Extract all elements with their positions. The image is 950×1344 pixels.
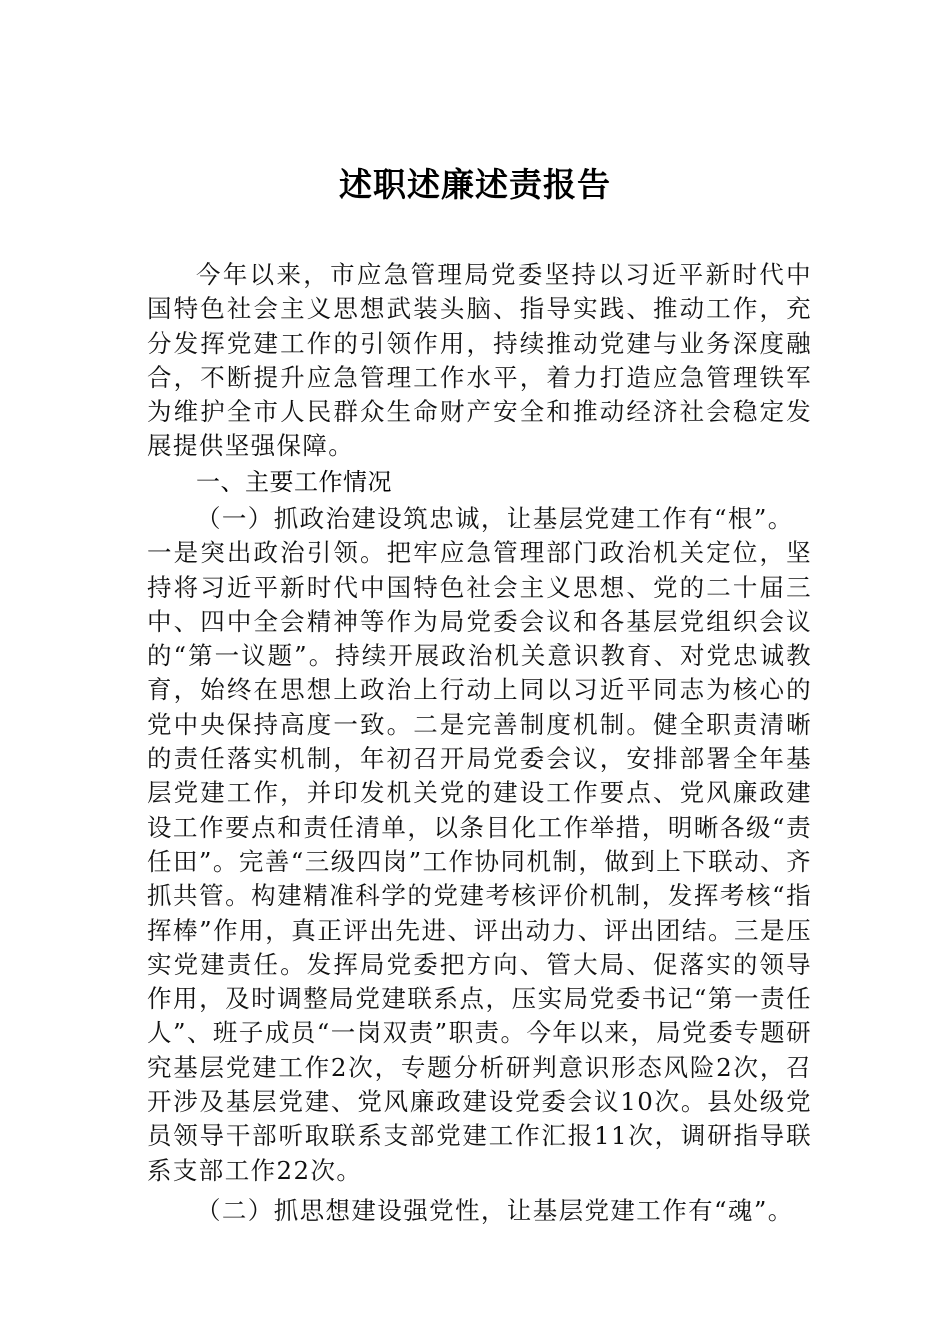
intro-paragraph: 今年以来，市应急管理局党委坚持以习近平新时代中国特色社会主义思想武装头脑、指导实践、推动工作，充分发挥党建工作的引领作用，持续推动党建与业务深度融合，不断提升应急管理工作水平，着力打造应急管理铁军为维护全市人民群众生命财产安全和推动经济社会稳定发展提供坚强保障。 [147,260,812,461]
section-heading-main-work: 一、主要工作情况 [196,468,392,496]
document-title: 述职述廉述责报告 [339,165,611,204]
subsection-1 [147,502,812,1188]
subsection-1-body: 一是突出政治引领。把牢应急管理部门政治机关定位，坚持将习近平新时代中国特色社会主义思想、党的二十届三中、四中全会精神等作为局党委会议和各基层党组织会议的“第一议题”。持续开展政治机关意识教育、对党忠诚教育，始终在思想上政治上行动上同以习近平同志为核心的党中央保持高度一致。二是完善制度机制。健全职责清晰的责任落实机制，年初召开局党委会议，安排部署全年基层党建工作，并印发机关党的建设工作要点、党风廉政建设工作要点和责任清单，以条目化工作举措，明晰各级“责任田”。完善“三级四岗”工作协同机制，做到上下联动、齐抓共管。构建精准科学的党建考核评价机制，发挥考核“指挥棒”作用，真正评出先进、评出动力、评出团结。三是压实党建责任。发挥局党委把方向、管大局、促落实的领导作用，及时调整局党建联系点，压实局党委书记“第一责任人”、班子成员“一岗双责”职责。今年以来，局党委专题研究基层党建工作2次，专题分析研判意识形态风险2次，召开涉及基层党建、党风廉政建设党委会议10次。县处级党员领导干部听取联系支部党建工作汇报11次，调研指导联系支部工作22次。 [147,538,812,1185]
subsection-2-heading: （二）抓思想建设强党性，让基层党建工作有“魂”。 [196,1196,794,1225]
subsection-1-heading: （一）抓政治建设筑忠诚，让基层党建工作有“根”。 [196,504,794,533]
